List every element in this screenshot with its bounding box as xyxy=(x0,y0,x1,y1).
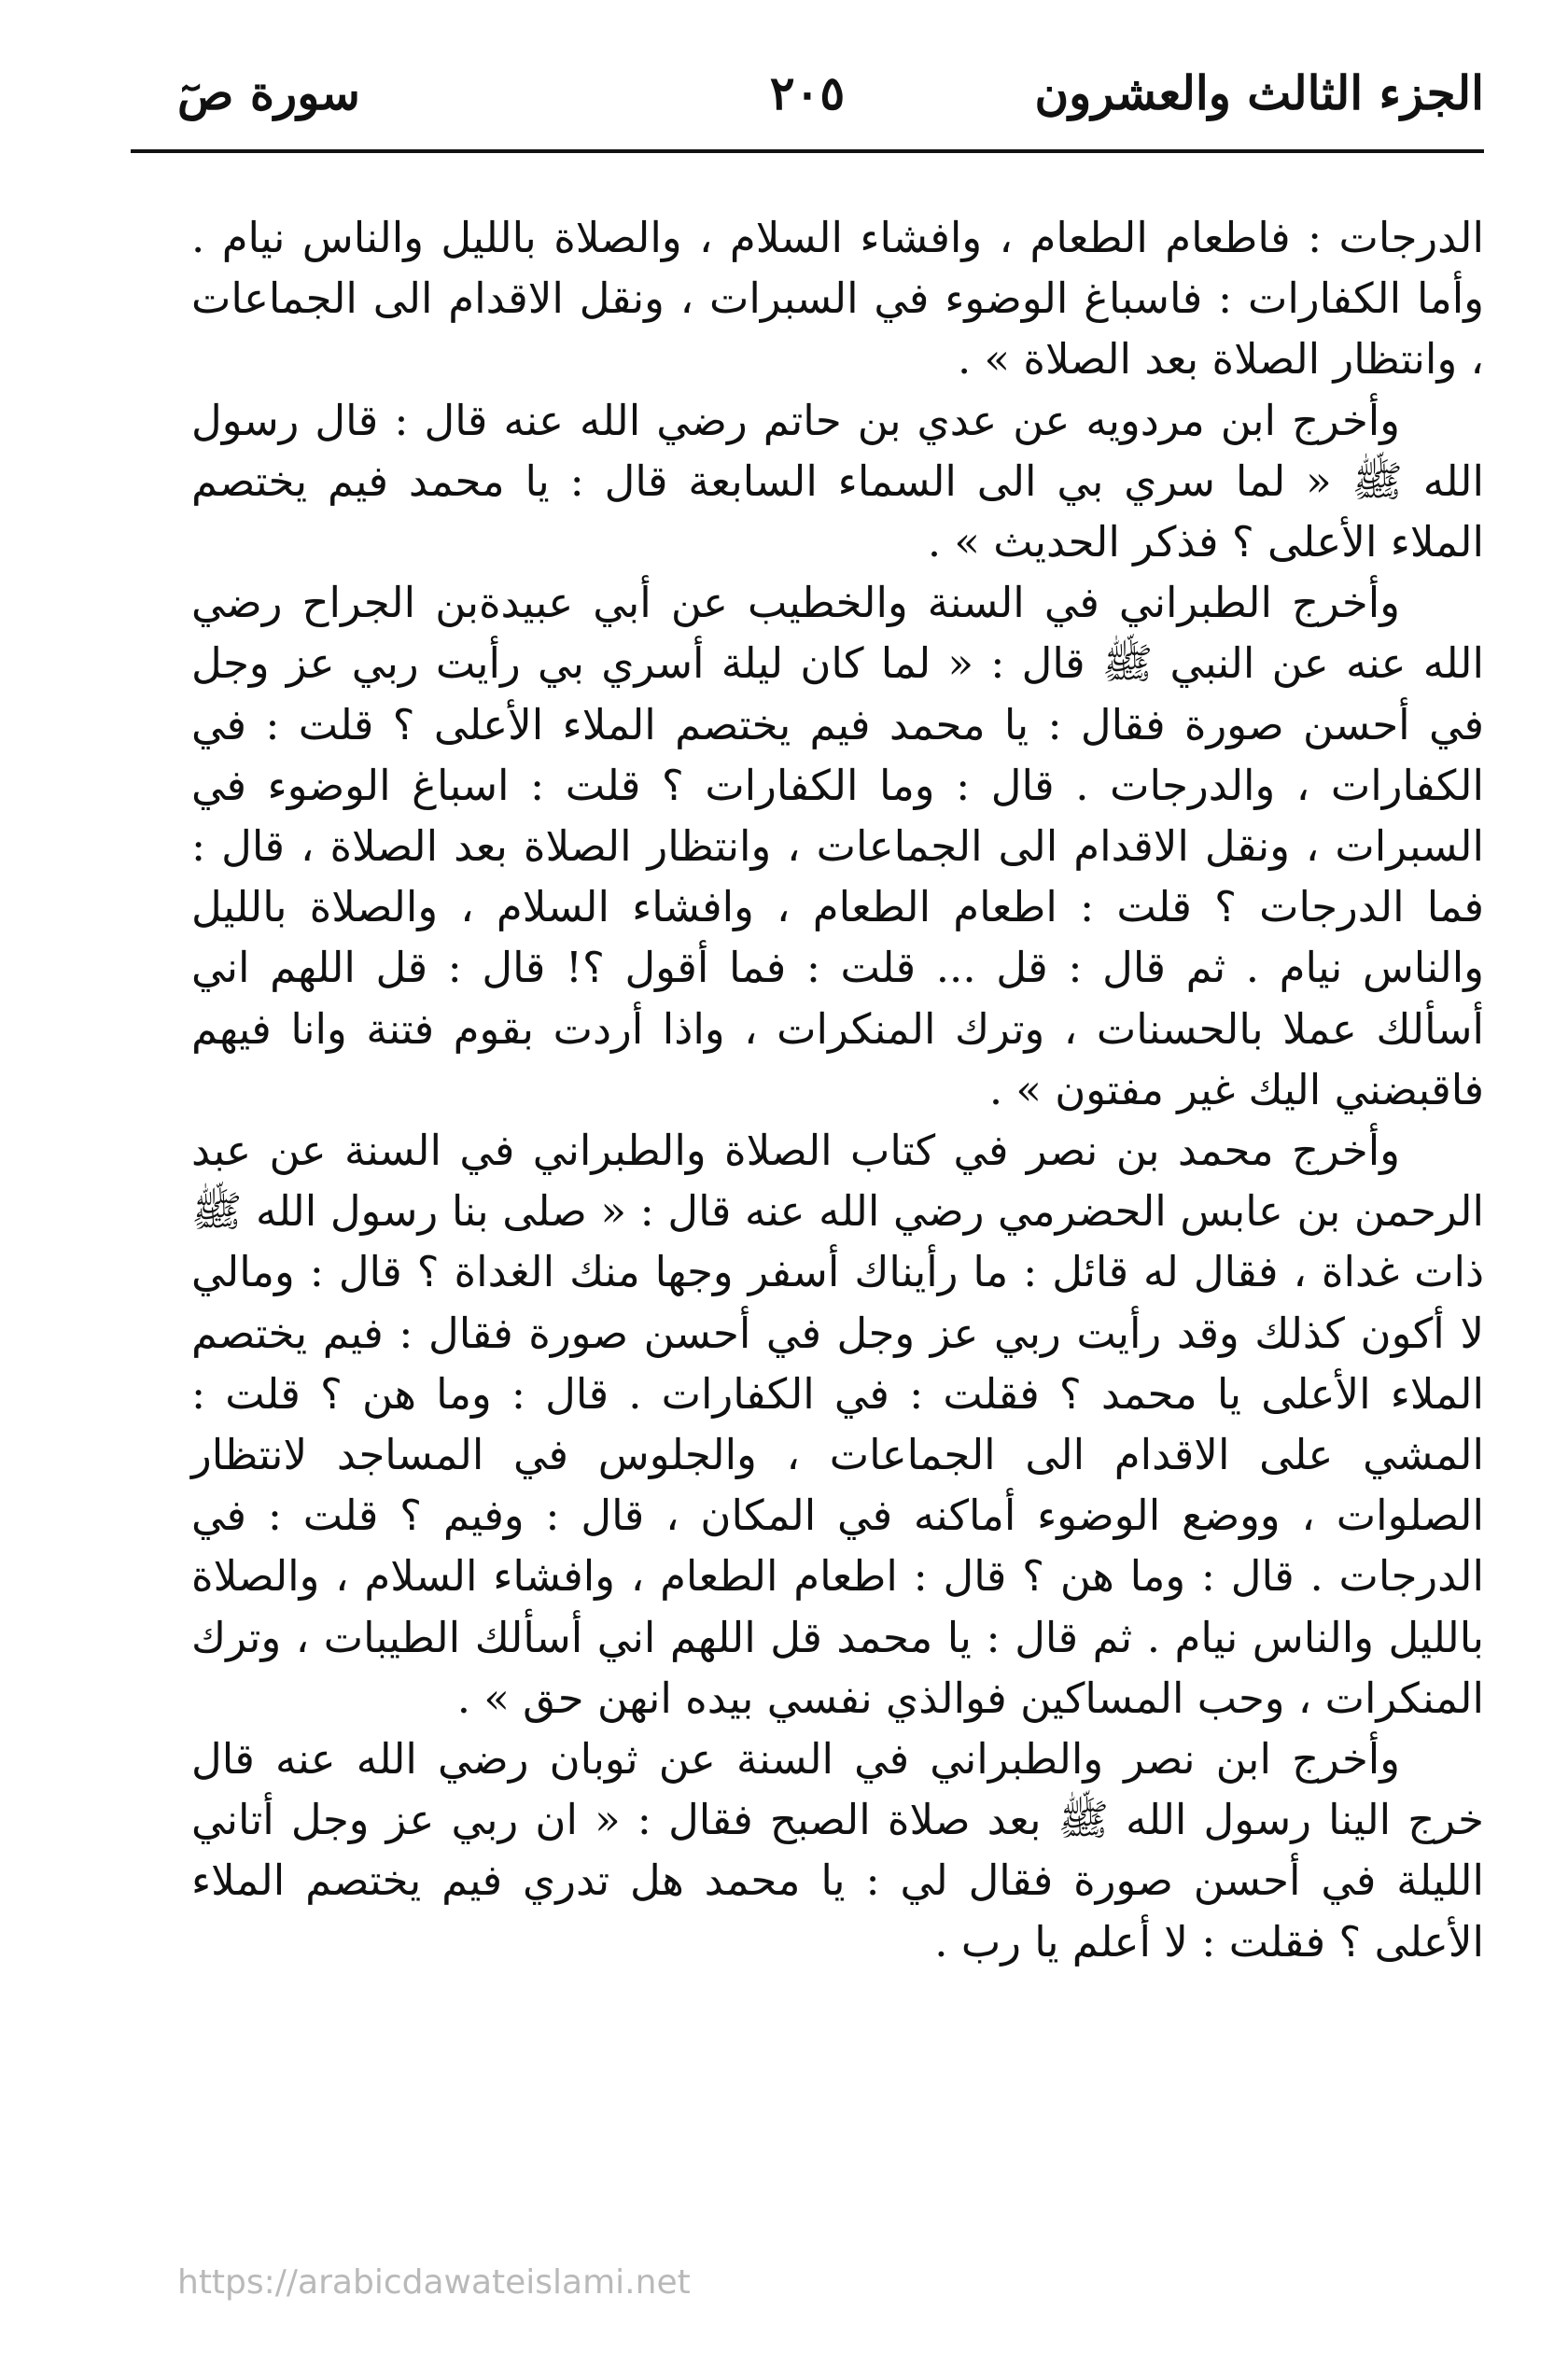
surah-title: سورة صٓ xyxy=(177,65,360,120)
header-rule xyxy=(131,149,1484,153)
page-header xyxy=(131,65,1484,140)
body-text xyxy=(191,207,1484,1972)
page-number: ٢٠٥ xyxy=(769,65,846,120)
watermark-url: https://arabicdawateislami.net xyxy=(177,2263,691,2302)
paragraph-5: وأخرج ابن نصر والطبراني في السنة عن ثوبان رضي الله عنه قال خرج الينا رسول الله ﷺ بعد صلاة الصبح فقال : « ان ربي عز وجل أتاني الليلة في أحسن صورة فقال لي : يا محمد هل تدري فيم يختصم الملاء الأعلى ؟ فقلت : لا أعلم يا رب . xyxy=(191,1734,1484,1967)
part-title: الجزء الثالث والعشرون xyxy=(1034,65,1484,120)
paragraph-1: الدرجات : فاطعام الطعام ، وافشاء السلام ، والصلاة بالليل والناس نيام . وأما الكفارات : فاسباغ الوضوء في السبرات ، ونقل الاقدام الى الجماعات ، وانتظار الصلاة بعد الصلاة » . xyxy=(191,213,1484,385)
paragraph-3: وأخرج الطبراني في السنة والخطيب عن أبي عبيدةبن الجراح رضي الله عنه عن النبي ﷺ قال : « لما كان ليلة أسري بي رأيت ربي عز وجل في أحسن صورة فقال : يا محمد فيم يختصم الملاء الأعلى ؟ قلت : في الكفارات ، والدرجات . قال : وما الكفارات ؟ قلت : اسباغ الوضوء في السبرات ، ونقل الاقدام الى الجماعات ، وانتظار الصلاة بعد الصلاة ، قال : فما الدرجات ؟ قلت : اطعام الطعام ، وافشاء السلام ، والصلاة بالليل والناس نيام . ثم قال : قل ... قلت : فما أقول ؟! قال : قل اللهم اني أسألك عملا بالحسنات ، وترك المنكرات ، واذا أردت بقوم فتنة وانا فيهم فاقبضني اليك غير مفتون » . xyxy=(191,578,1484,1114)
paragraph-4: وأخرج محمد بن نصر في كتاب الصلاة والطبراني في السنة عن عبد الرحمن بن عابس الحضرمي رضي الله عنه قال : « صلى بنا رسول الله ﷺ ذات غداة ، فقال له قائل : ما رأيناك أسفر وجها منك الغداة ؟ قال : ومالي لا أكون كذلك وقد رأيت ربي عز وجل في أحسن صورة فقال : فيم يختصم الملاء الأعلى يا محمد ؟ فقلت : في الكفارات . قال : وما هن ؟ قلت : المشي على الاقدام الى الجماعات ، والجلوس في المساجد لانتظار الصلوات ، ووضع الوضوء أماكنه في المكان ، قال : وفيم ؟ قلت : في الدرجات . قال : وما هن ؟ قال : اطعام الطعام ، وافشاء السلام ، والصلاة بالليل والناس نيام . ثم قال : يا محمد قل اللهم اني أسألك الطيبات ، وترك المنكرات ، وحب المساكين فوالذي نفسي بيده انهن حق » . xyxy=(191,1126,1484,1723)
paragraph-2: وأخرج ابن مردويه عن عدي بن حاتم رضي الله عنه قال : قال رسول الله ﷺ « لما سري بي الى السماء السابعة قال : يا محمد فيم يختصم الملاء الأعلى ؟ فذكر الحديث » . xyxy=(191,395,1484,567)
